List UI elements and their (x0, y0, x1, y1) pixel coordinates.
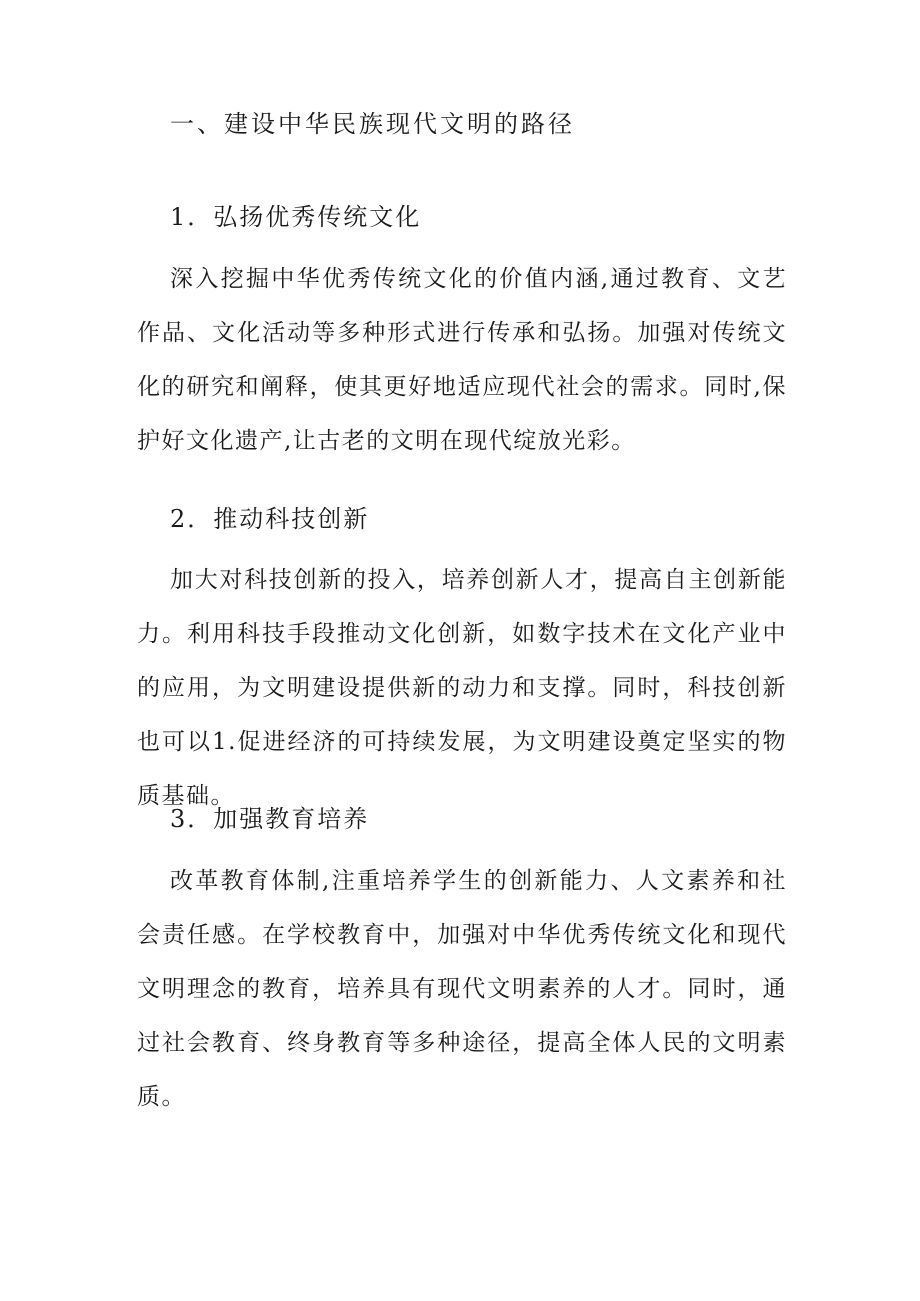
section-3-body: 改革教育体制,注重培养学生的创新能力、人文素养和社会责任感。在学校教育中，加强对中华优秀传统文化和现代文明理念的教育，培养具有现代文明素养的人才。同时，通过社会教育、终身教育等多种途径，提高全体人民的文明素质。 (137, 868, 787, 1110)
section-1-title: 1．弘扬优秀传统文化 (170, 203, 422, 231)
document-heading: 一、建设中华民族现代文明的路径 (170, 110, 575, 138)
section-3-title: 3．加强教育培养 (170, 805, 370, 833)
section-1-body: 深入挖掘中华优秀传统文化的价值内涵,通过教育、文艺作品、文化活动等多种形式进行传承和弘扬。加强对传统文化的研究和阐释，使其更好地适应现代社会的需求。同时,保护好文化遗产,让古老的文明在现代绽放光彩。 (137, 266, 787, 454)
section-2-title: 2．推动科技创新 (170, 505, 370, 533)
section-2-body: 加大对科技创新的投入，培养创新人才，提高自主创新能力。利用科技手段推动文化创新，如数字技术在文化产业中的应用，为文明建设提供新的动力和支撑。同时，科技创新也可以1.促进经济的可持续发展，为文明建设奠定坚实的物质基础。 (137, 567, 787, 809)
